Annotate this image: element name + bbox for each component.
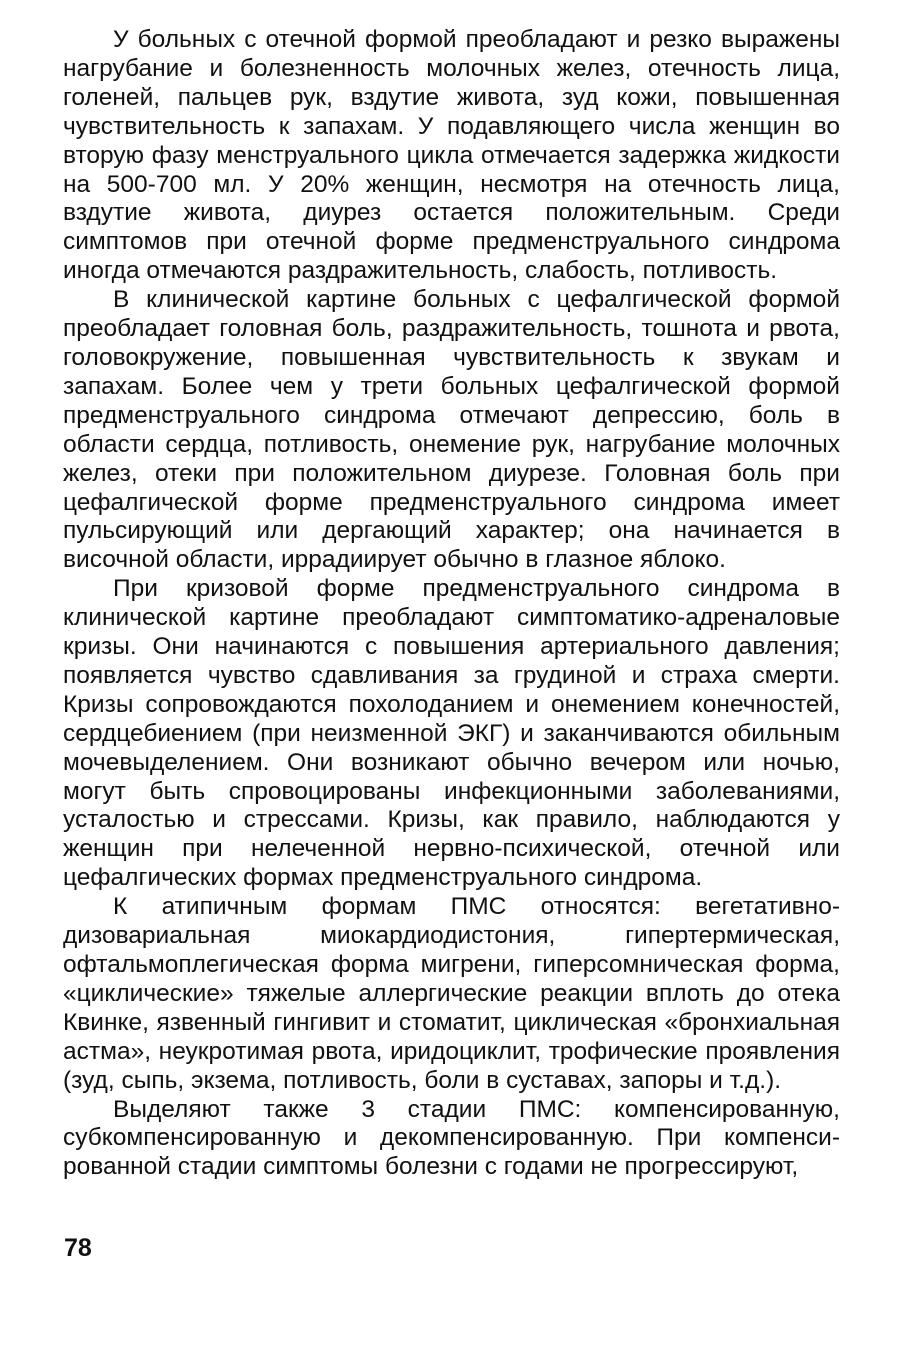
paragraph-cephalgic-form: В клинической картине больных с цефалгической формой преобладает головная боль, раздражительность, тошнота и рвота, головокружение, повышенная чувствительность к звукам и запахам. Более чем у трети больных цефалгической формой предменструального синдрома отмечают депрессию, боль в области сердца, потливость, онемение рук, нагрубание молочных желез, отеки при положительном диурезе. Головная боль при цефалгической форме предменструального синдрома имеет пульсирующий или дергающий характер; она начинается в височной области, иррадиирует обычно в глазное яблоко. [63,286,840,574]
paragraph-stages: Выделяют также 3 стадии ПМС: компенсированную, субкомпенсированную и декомпенсированную. При компенсированной стадии симптомы болезни с годами не прогрессируют, [63,1095,840,1181]
paragraph-crisis-form: При кризовой форме предменструального синдрома в клинической картине преобладают симптоматико-адреналовые кризы. Они начинаются с повышения артериального давления; появляется чувство сдавливания за грудиной и страха смерти. Кризы сопровождаются похолоданием и онемением конечностей, сердцебиением (при неизменной ЭКГ) и заканчиваются обильным мочевыделением. Они возникают обычно вечером или ночью, могут быть спровоцированы инфекционными заболеваниями, усталостью и стрессами. Кризы, как правило, наблюдаются у женщин при нелеченной нервно-психической, отечной или цефалгических формах предменструального синдрома. [63,575,840,892]
paragraph-atypical-forms: К атипичным формам ПМС относятся: вегетативно-дизовариальная миокардиодистония, гипертермическая, офтальмоплегическая форма мигрени, гиперсомническая форма, «циклические» тяжелые аллергические реакции вплоть до отека Квинке, язвенный гингивит и стоматит, циклическая «бронхиальная астма», неукротимая рвота, иридоциклит, трофические проявления (зуд, сыпь, экзема, потливость, боли в суставах, запоры и т.д.). [63,893,840,1094]
paragraph-edematous-form: У больных с отечной формой преобладают и резко выражены нагрубание и болезненность молочных желез, отечность лица, голеней, пальцев рук, вздутие живота, зуд кожи, повышенная чувствительность к запахам. У подавляющего числа женщин во вторую фазу менструального цикла отмечается задержка жидкости на 500-700 мл. У 20% женщин, несмотря на отечность лица, вздутие живота, диурез остается положительным. Среди симптомов при отечной форме предменструального синдрома иногда отмечаются раздражительность, слабость, потливость. [63,26,840,285]
page-number: 78 [64,1234,92,1262]
body-text [63,26,840,1182]
